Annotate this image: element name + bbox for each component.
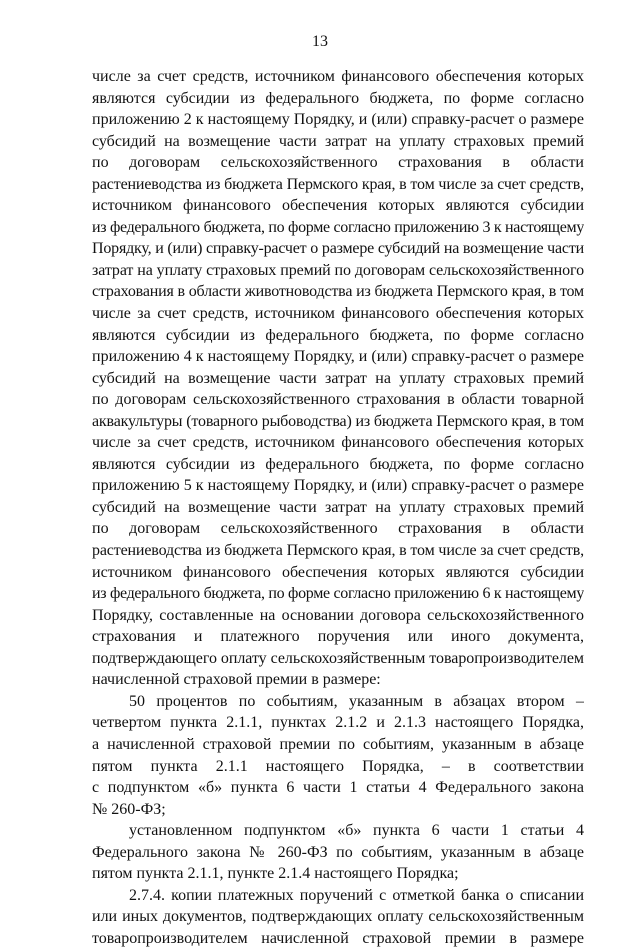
text-line: источником финансового обеспечения которых являются субсидии bbox=[92, 197, 584, 215]
text-line: подтверждающего оплату сельскохозяйственным товаропроизводителем bbox=[92, 649, 584, 667]
text-line: по договорам сельскохозяйственного страхования в области bbox=[92, 154, 584, 172]
text-line: Порядку, и (или) справку-расчет о размере субсидий на возмещение части bbox=[92, 240, 584, 258]
text-line: установленном подпунктом «б» пункта 6 части 1 статьи 4 bbox=[129, 822, 584, 840]
text-line: пятом пункта 2.1.1 настоящего Порядка, – в соответствии bbox=[92, 757, 584, 775]
text-line: 2.7.4. копии платежных поручений с отметкой банка о списании bbox=[129, 886, 584, 904]
text-line: приложению 5 к настоящему Порядку, и (или) справку-расчет о размере bbox=[92, 477, 584, 495]
text-line: Федерального закона № 260-ФЗ по событиям, указанным в абзаце bbox=[92, 843, 584, 861]
text-line: из федерального бюджета, по форме согласно приложению 6 к настоящему bbox=[92, 585, 584, 603]
text-line: субсидий на возмещение части затрат на уплату страховых премий bbox=[92, 132, 584, 150]
text-line: начисленной страховой премии в размере: bbox=[92, 671, 381, 689]
text-line: Порядку, составленные на основании договора сельскохозяйственного bbox=[92, 606, 584, 624]
document-body bbox=[92, 66, 584, 949]
text-line: или иных документов, подтверждающих оплату сельскохозяйственным bbox=[92, 908, 584, 926]
text-line: растениеводства из бюджета Пермского края, в том числе за счет средств, bbox=[92, 542, 584, 560]
text-line: приложению 4 к настоящему Порядку, и (или) справку-расчет о размере bbox=[92, 348, 584, 366]
text-line: товаропроизводителем начисленной страховой премии в размере bbox=[92, 929, 584, 947]
text-line: из федерального бюджета, по форме согласно приложению 3 к настоящему bbox=[92, 218, 584, 236]
text-line: а начисленной страховой премии по событиям, указанным в абзаце bbox=[92, 735, 584, 753]
text-line: страхования в области животноводства из бюджета Пермского края, в том bbox=[92, 283, 584, 301]
text-line: приложению 2 к настоящему Порядку, и (или) справку-расчет о размере bbox=[92, 111, 584, 129]
text-line: числе за счет средств, источником финансового обеспечения которых bbox=[92, 434, 584, 452]
text-line: растениеводства из бюджета Пермского края, в том числе за счет средств, bbox=[92, 175, 584, 193]
text-line: аквакультуры (товарного рыбоводства) из бюджета Пермского края, в том bbox=[92, 412, 584, 430]
text-line: источником финансового обеспечения которых являются субсидии bbox=[92, 563, 584, 581]
text-line: числе за счет средств, источником финансового обеспечения которых bbox=[92, 68, 584, 85]
text-line: являются субсидии из федерального бюджета, по форме согласно bbox=[92, 89, 584, 107]
text-line: являются субсидии из федерального бюджета, по форме согласно bbox=[92, 455, 584, 473]
page-number: 13 bbox=[312, 33, 328, 50]
text-line: с подпунктом «б» пункта 6 части 1 статьи 4 Федерального закона bbox=[92, 779, 584, 797]
text-line: являются субсидии из федерального бюджета, по форме согласно bbox=[92, 326, 584, 344]
text-line: числе за счет средств, источником финансового обеспечения которых bbox=[92, 305, 584, 323]
text-line: пятом пункта 2.1.1, пункте 2.1.4 настоящего Порядка; bbox=[92, 865, 459, 883]
text-line: субсидий на возмещение части затрат на уплату страховых премий bbox=[92, 498, 584, 516]
text-line: четвертом пункта 2.1.1, пунктах 2.1.2 и 2.1.3 настоящего Порядка, bbox=[92, 714, 584, 732]
text-line: по договорам сельскохозяйственного страхования в области bbox=[92, 520, 584, 538]
text-line: затрат на уплату страховых премий по договорам сельскохозяйственного bbox=[92, 261, 584, 279]
text-line: страхования и платежного поручения или иного документа, bbox=[92, 628, 584, 646]
text-line: 50 процентов по событиям, указанным в абзацах втором – bbox=[129, 692, 584, 710]
text-line: субсидий на возмещение части затрат на уплату страховых премий bbox=[92, 369, 584, 387]
text-line: № 260-ФЗ; bbox=[92, 800, 166, 818]
text-line: по договорам сельскохозяйственного страхования в области товарной bbox=[92, 391, 584, 409]
